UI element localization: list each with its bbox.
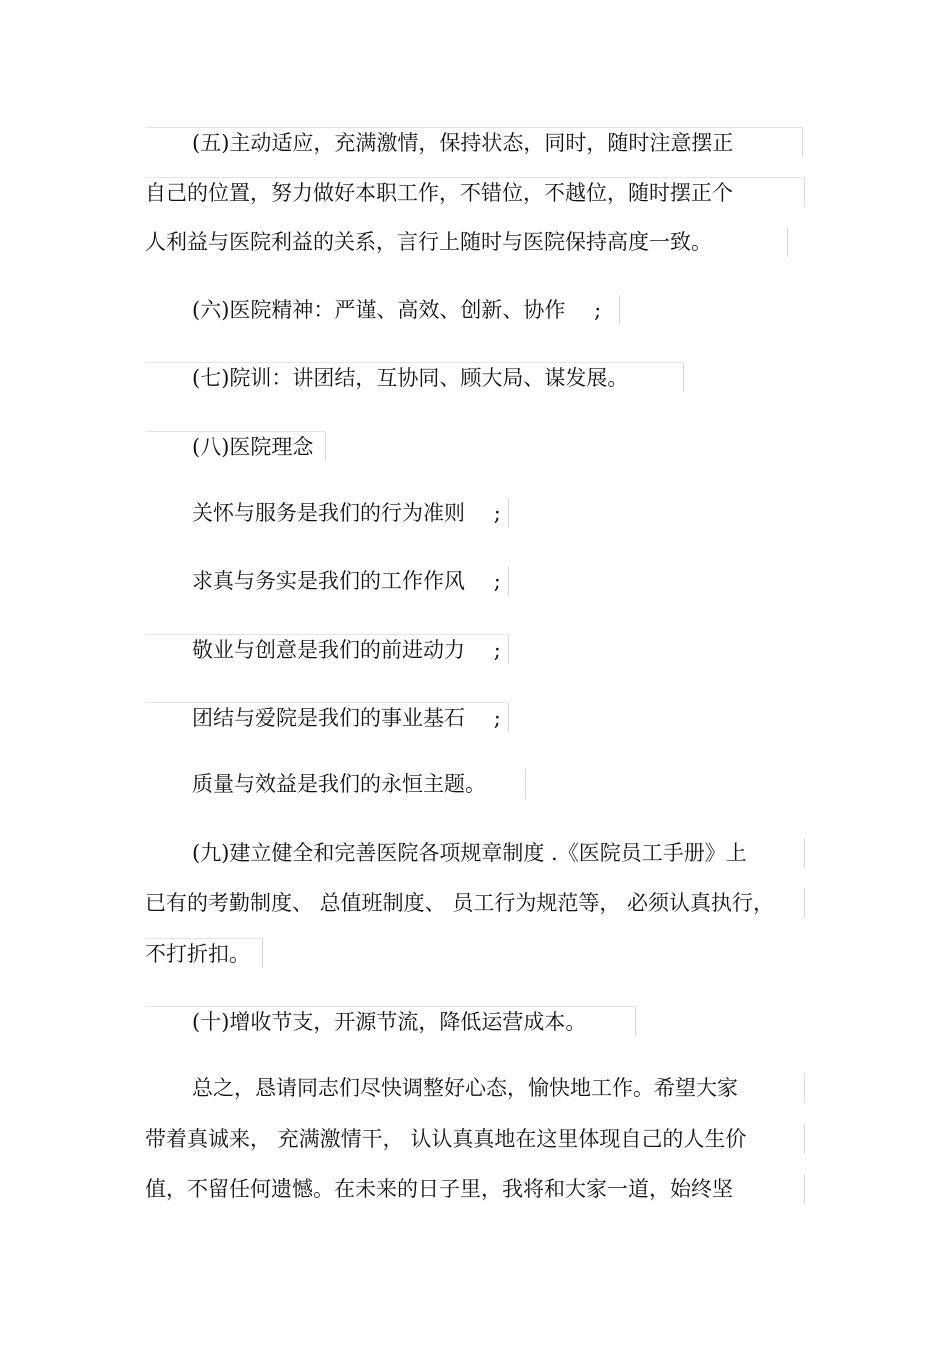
semicolon: ; — [493, 706, 501, 730]
text-line — [145, 702, 509, 732]
text-line — [145, 362, 684, 392]
line-text: 不打折扣。 — [145, 942, 250, 966]
text-line — [145, 1174, 805, 1204]
line-text: 求真与务实是我们的工作作风 — [192, 569, 465, 593]
line-text: (八)医院理念 — [192, 435, 314, 459]
semicolon: ; — [493, 638, 501, 662]
text-line — [145, 888, 805, 918]
text-line — [145, 838, 805, 868]
line-text: 敬业与创意是我们的前进动力 — [192, 638, 465, 662]
text-line — [145, 127, 803, 157]
line-text: (十)增收节支，开源节流，降低运营成本。 — [192, 1010, 587, 1034]
text-line — [145, 177, 805, 207]
semicolon: ; — [493, 569, 501, 593]
line-text: 值，不留任何遗憾。在未来的日子里，我将和大家一道，始终坚 — [145, 1177, 733, 1201]
semicolon: ; — [594, 298, 602, 322]
text-line — [145, 227, 788, 257]
text-line — [145, 938, 263, 968]
line-text: 质量与效益是我们的永恒主题。 — [192, 772, 486, 796]
line-text: 已有的考勤制度、 总值班制度、 员工行为规范等， 必须认真执行， — [145, 891, 775, 915]
semicolon: ; — [493, 501, 501, 525]
text-line — [145, 1006, 636, 1036]
line-text: (六)医院精神：严谨、高效、创新、协作 — [192, 298, 566, 322]
text-line — [145, 431, 326, 461]
line-text: 人利益与医院利益的关系，言行上随时与医院保持高度一致。 — [145, 230, 712, 254]
line-text: (九)建立健全和完善医院各项规章制度 .《医院员工手册》上 — [192, 841, 747, 865]
line-text: (五)主动适应，充满激情，保持状态，同时，随时注意摆正 — [192, 131, 734, 155]
text-line — [145, 498, 509, 528]
line-text: 带着真诚来， 充满激情干， 认认真真地在这里体现自己的人生价 — [145, 1127, 747, 1151]
line-text: 团结与爱院是我们的事业基石 — [192, 706, 465, 730]
line-text: (七)院训：讲团结，互协同、顾大局、谋发展。 — [192, 366, 629, 390]
text-line — [145, 634, 509, 664]
text-line — [145, 1073, 805, 1103]
text-line — [145, 769, 526, 799]
line-text: 自己的位置，努力做好本职工作，不错位，不越位，随时摆正个 — [145, 181, 733, 205]
text-line — [145, 566, 509, 596]
text-line — [145, 295, 620, 325]
line-text: 总之，恳请同志们尽快调整好心态，愉快地工作。希望大家 — [192, 1076, 738, 1100]
line-text: 关怀与服务是我们的行为准则 — [192, 501, 465, 525]
text-line — [145, 1124, 805, 1154]
